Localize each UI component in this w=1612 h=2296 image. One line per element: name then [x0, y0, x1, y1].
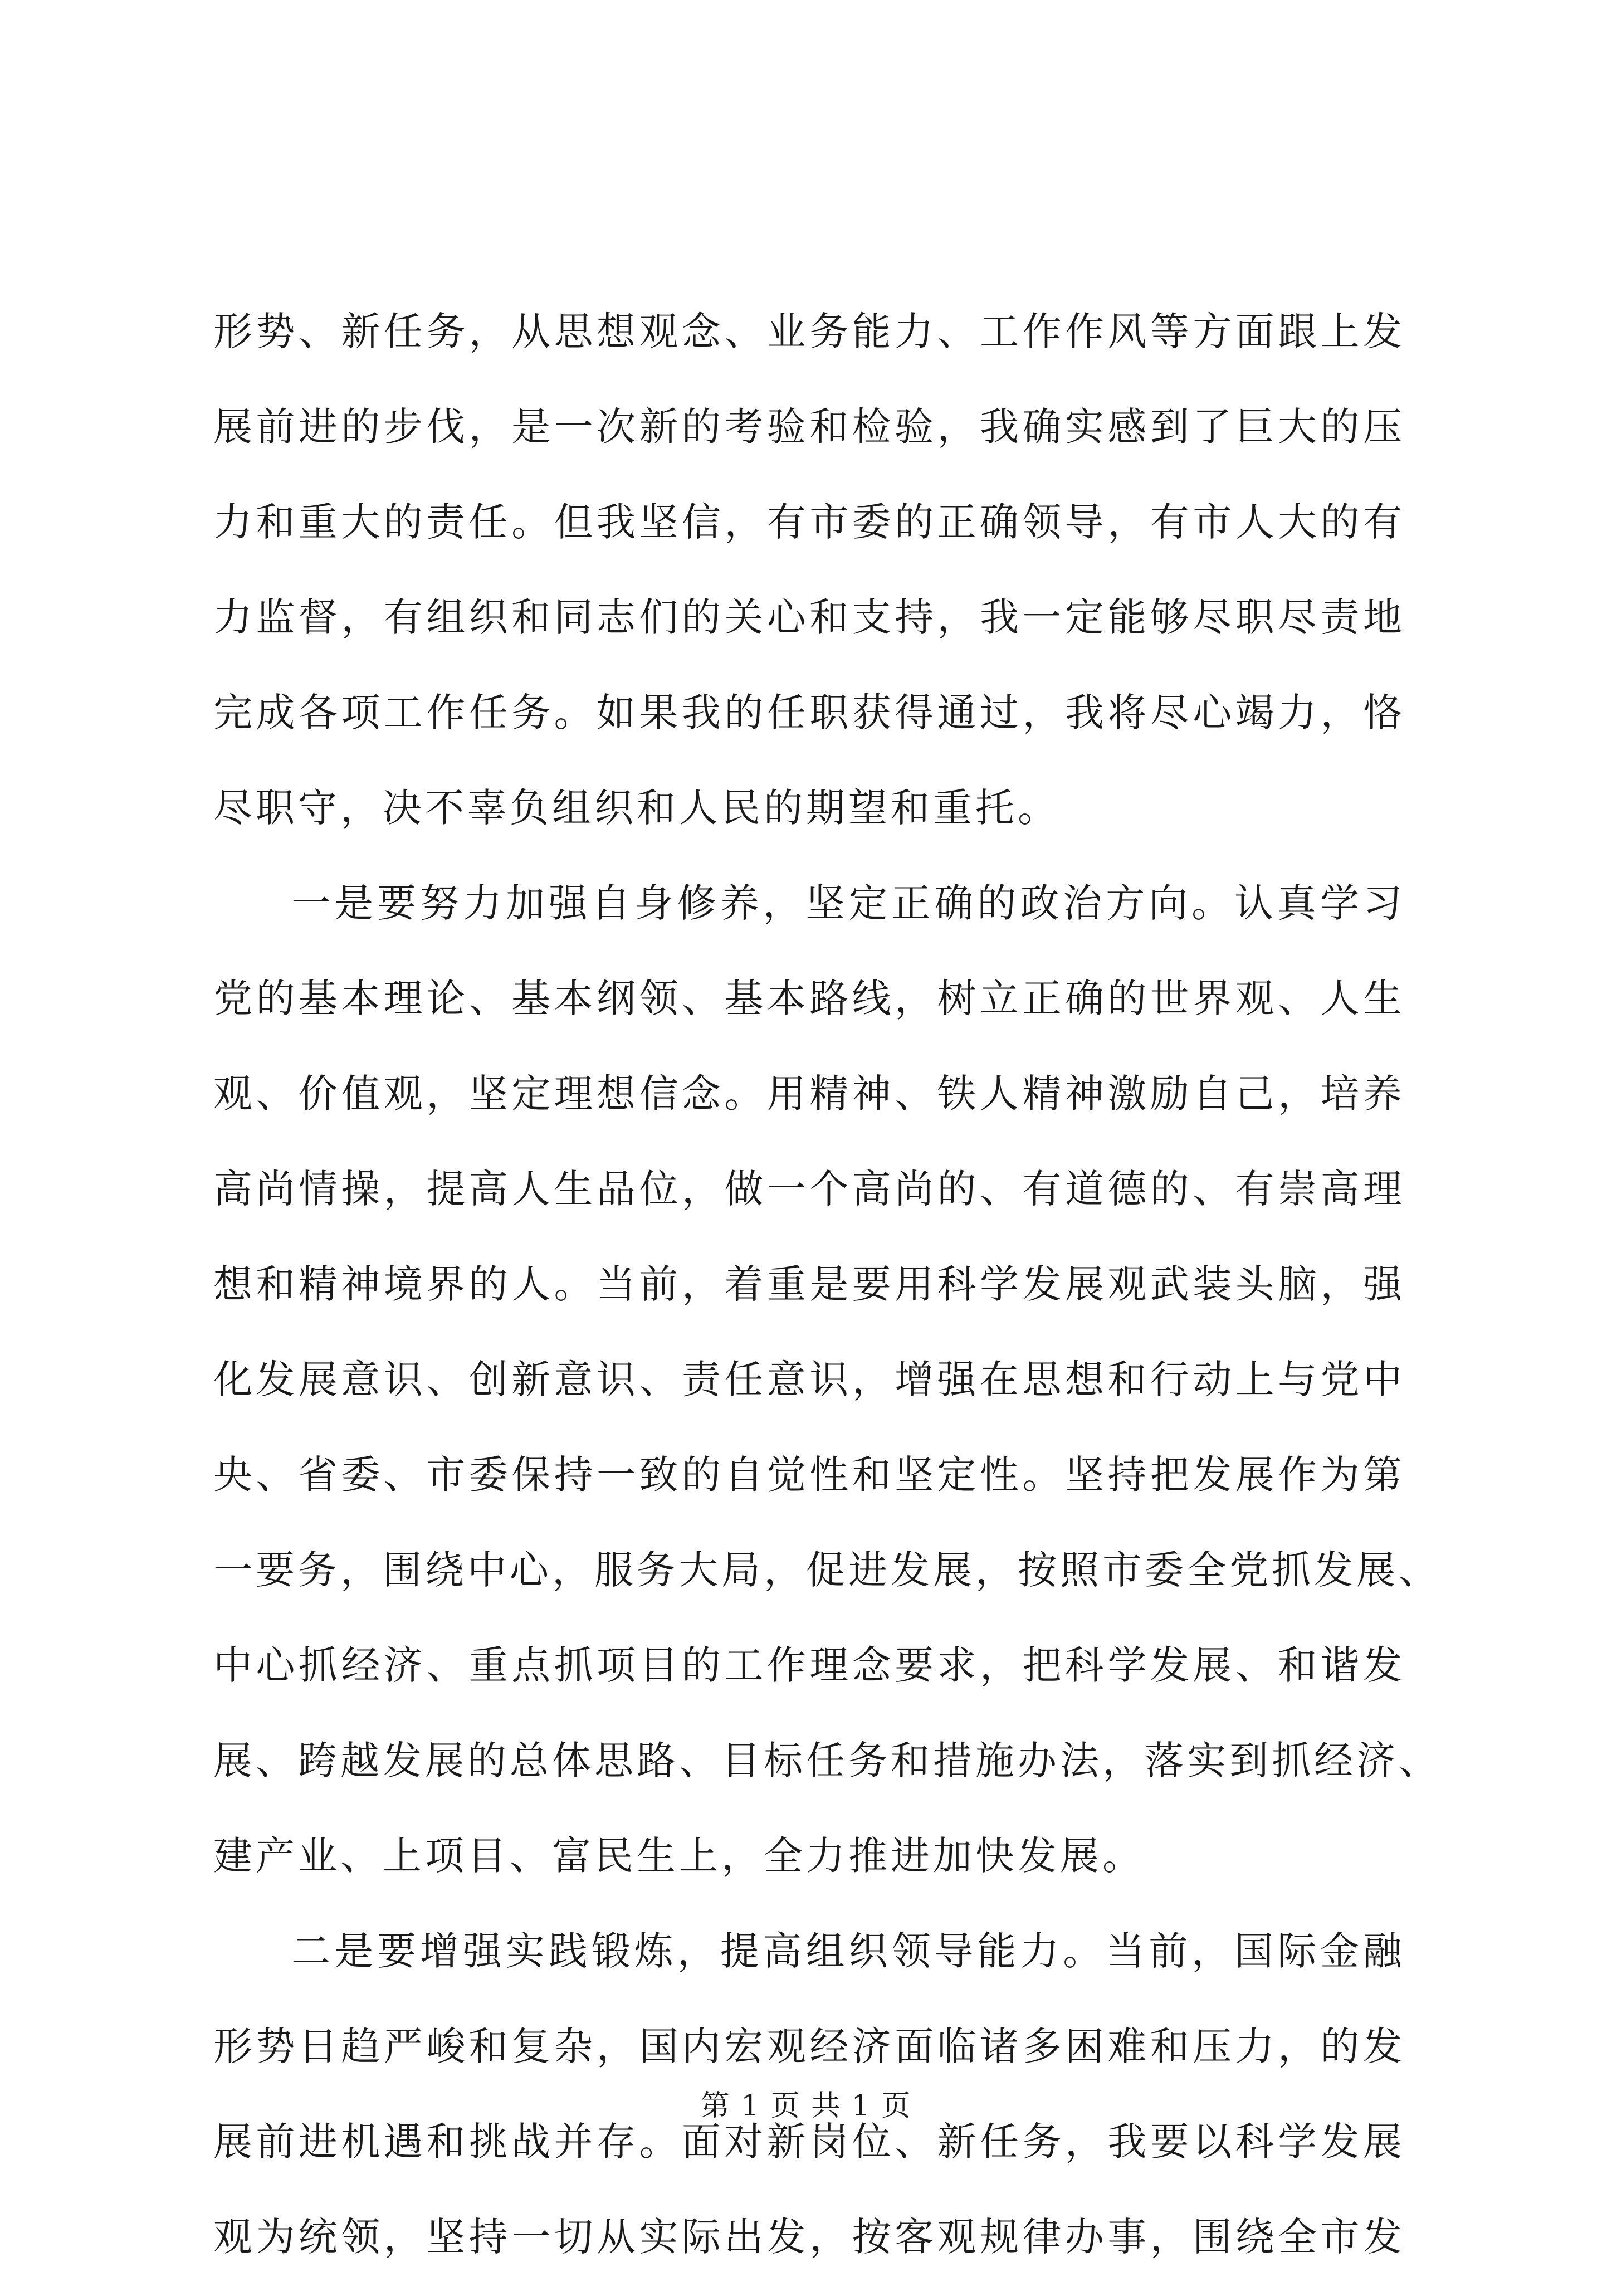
- body-line-1: 形势、新任务，从思想观念、业务能力、工作作风等方面跟上发: [213, 309, 1405, 354]
- body-line-3: 力和重大的责任。但我坚信，有市委的正确领导，有市人大的有: [213, 499, 1405, 545]
- body-line-16: 展、跨越发展的总体思路、目标任务和措施办法，落实到抓经济、: [213, 1738, 1441, 1783]
- body-line-19: 形势日趋严峻和复杂，国内宏观经济面临诸多困难和压力，的发: [213, 2024, 1405, 2069]
- body-line-20: 展前进机遇和挑战并存。面对新岗位、新任务，我要以科学发展: [213, 2119, 1405, 2165]
- body-line-17: 建产业、上项目、富民生上，全力推进加快发展。: [213, 1833, 1145, 1879]
- body-line-12: 化发展意识、创新意识、责任意识，增强在思想和行动上与党中: [213, 1357, 1405, 1402]
- body-line-2: 展前进的步伐，是一次新的考验和检验，我确实感到了巨大的压: [213, 404, 1405, 450]
- body-line-5: 完成各项工作任务。如果我的任职获得通过，我将尽心竭力，恪: [213, 690, 1405, 735]
- body-line-14: 一要务，围绕中心，服务大局，促进发展，按照市委全党抓发展、: [213, 1547, 1441, 1593]
- body-line-10: 高尚情操，提高人生品位，做一个高尚的、有道德的、有崇高理: [213, 1166, 1405, 1212]
- body-line-15: 中心抓经济、重点抓项目的工作理念要求，把科学发展、和谐发: [213, 1642, 1405, 1688]
- body-line-4: 力监督，有组织和同志们的关心和支持，我一定能够尽职尽责地: [213, 594, 1405, 640]
- body-line-13: 央、省委、市委保持一致的自觉性和坚定性。坚持把发展作为第: [213, 1452, 1405, 1498]
- body-line-18: 二是要增强实践锻炼，提高组织领导能力。当前，国际金融: [291, 1928, 1405, 1974]
- document-body: [213, 295, 1441, 2296]
- page-footer: 第 1 页 共 1 页: [700, 2089, 912, 2123]
- body-line-7: 一是要努力加强自身修养，坚定正确的政治方向。认真学习: [291, 880, 1405, 926]
- body-line-21: 观为统领，坚持一切从实际出发，按客观规律办事，围绕全市发: [213, 2214, 1405, 2260]
- body-line-11: 想和精神境界的人。当前，着重是要用科学发展观武装头脑，强: [213, 1261, 1405, 1307]
- body-line-6: 尽职守，决不辜负组织和人民的期望和重托。: [213, 785, 1060, 831]
- body-line-9: 观、价值观，坚定理想信念。用精神、铁人精神激励自己，培养: [213, 1071, 1405, 1117]
- body-line-8: 党的基本理论、基本纲领、基本路线，树立正确的世界观、人生: [213, 976, 1405, 1021]
